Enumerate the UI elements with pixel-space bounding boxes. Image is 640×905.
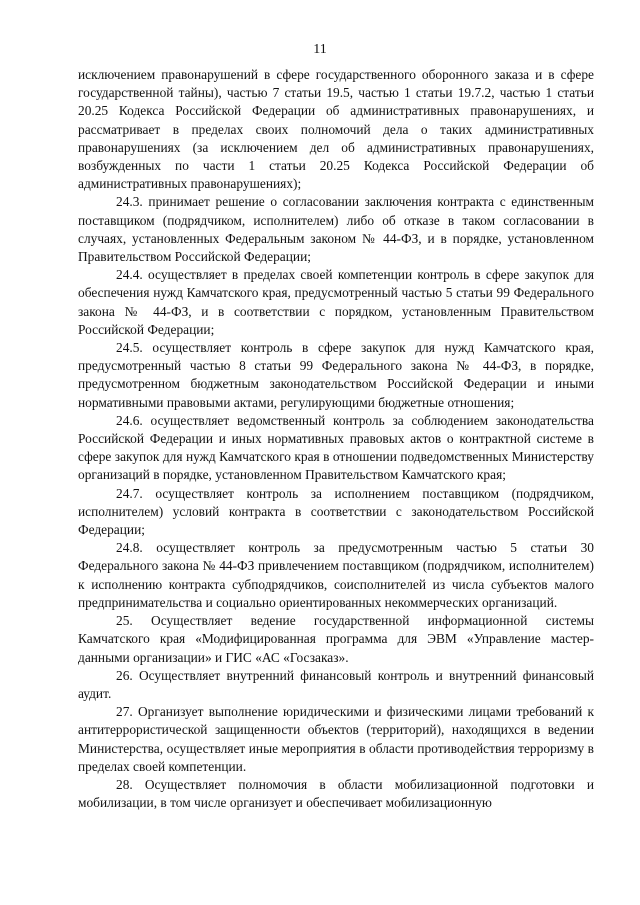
- paragraph-24-5: 24.5. осуществляет контроль в сфере закупок для нужд Камчатского края, предусмотренный частью 8 статьи 99 Федерального закона № 44-ФЗ, в порядке, предусмотренном бюджетным законодательством Российской Федерации и иными нормативными правовыми актами, регулирующими бюджетные отношения;: [78, 340, 594, 410]
- paragraph-26: 26. Осуществляет внутренний финансовый контроль и внутренний финансовый аудит.: [78, 667, 594, 701]
- paragraph-25: 25. Осуществляет ведение государственной информационной системы Камчатского края «Модифицированная программа для ЭВМ «Управление мастер-данными организации» и ГИС «АС «Госзаказ».: [78, 613, 594, 665]
- document-body: [78, 66, 594, 812]
- paragraph-24-3: 24.3. принимает решение о согласовании заключения контракта с единственным поставщиком (подрядчиком, исполнителем) либо об отказе в таком согласовании в случаях, установленных Федеральным законом № 44-ФЗ, и в порядке, установленном Правительством Российской Федерации;: [78, 194, 594, 265]
- paragraph-28: 28. Осуществляет полномочия в области мобилизационной подготовки и мобилизации, в том числе организует и обеспечивает мобилизационную: [78, 776, 594, 811]
- paragraph-24-6: 24.6. осуществляет ведомственный контроль за соблюдением законодательства Российской Федерации и иных нормативных правовых актов о контрактной системе в сфере закупок для нужд Камчатского края в отношении подведомственных Министерству организаций в порядке, установленном Правительством Камчатского края;: [78, 412, 594, 483]
- page-number: 11: [313, 42, 327, 57]
- paragraph-24-4: 24.4. осуществляет в пределах своей компетенции контроль в сфере закупок для обеспечения нужд Камчатского края, предусмотренный частью 5 статьи 99 Федерального закона № 44-ФЗ, и в соответствии с порядком, установленным Правительством Российской Федерации;: [78, 267, 594, 337]
- paragraph-24-7: 24.7. осуществляет контроль за исполнением поставщиком (подрядчиком, исполнителем) условий контракта в соответствии с законодательством Российской Федерации;: [78, 485, 594, 538]
- paragraph-27: 27. Организует выполнение юридическими и физическими лицами требований к антитеррористической защищенности объектов (территорий), находящихся в ведении Министерства, осуществляет иные мероприятия в области противодействия терроризму в пределах своей компетенции.: [78, 704, 594, 774]
- paragraph-24-8: 24.8. осуществляет контроль за предусмотренным частью 5 статьи 30 Федерального закона № 44-ФЗ привлечением поставщиком (подрядчиком, исполнителем) к исполнению контракта субподрядчиков, соисполнителей из числа субъектов малого предпринимательства и социально ориентированных некоммерческих организаций.: [78, 540, 594, 610]
- paragraph-continuation: исключением правонарушений в сфере государственного оборонного заказа и в сфере государственной тайны), частью 7 статьи 19.5, частью 1 статьи 19.7.2, частью 1 статьи 20.25 Кодекса Российской Федерации об административных правонарушениях, и рассматривает в пределах своих полномочий дела о таких административных правонарушениях (за исключением дел об административных правонарушениях, возбужденных по части 1 статьи 20.25 Кодекса Российской Федерации об административных правонарушениях);: [78, 67, 594, 192]
